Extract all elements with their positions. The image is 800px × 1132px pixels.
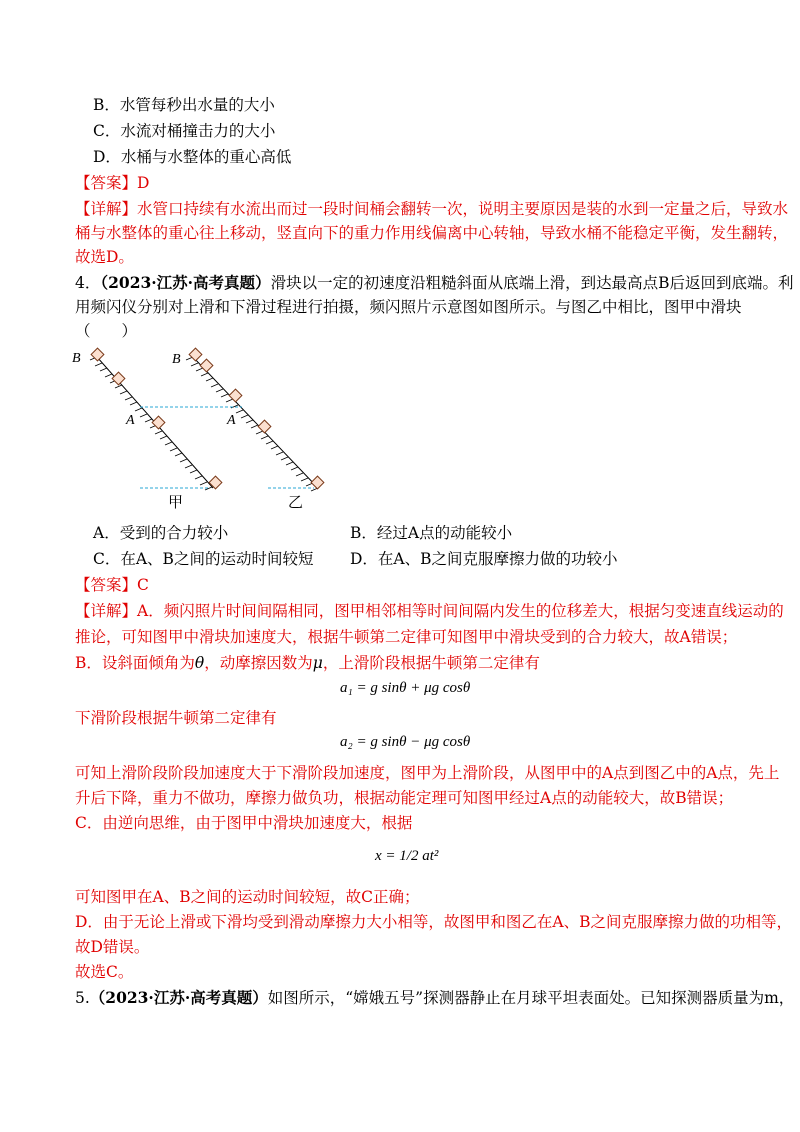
- equation-x: x = 1/2 at²: [375, 848, 439, 864]
- q5-source: （2023·江苏·高考真题）: [89, 988, 268, 1007]
- q4-detail-b2: 下滑阶段根据牛顿第二定律有: [75, 709, 277, 727]
- q4-detail-b1-post: ，上滑阶段根据牛顿第二定律有: [322, 654, 540, 672]
- slider-yi-2: [200, 359, 213, 372]
- q4-detail-b1: [75, 653, 540, 673]
- label-a-jia: A: [126, 413, 135, 428]
- q3-option-d: D．水桶与水整体的重心高低: [93, 148, 292, 166]
- q4-conclusion: 故选C。: [75, 963, 134, 981]
- q4-detail-a2: 推论，可知图甲中滑块加速度大，根据牛顿第二定律可知图甲中滑块受到的合力较大，故A错误；: [75, 628, 738, 646]
- q3-option-b: B．水管每秒出水量的大小: [93, 96, 275, 114]
- q5-number: 5.: [75, 989, 90, 1007]
- q4-number: 4．: [75, 274, 101, 292]
- label-jia: 甲: [168, 495, 184, 510]
- q4-detail-d1: D．由于无论上滑或下滑均受到滑动摩擦力大小相等，故图甲和图乙在A、B之间克服摩擦力做的功相等，: [75, 913, 793, 931]
- theta-symbol: θ: [194, 654, 205, 672]
- slider-jia-3: [152, 416, 165, 429]
- q5-stem-text: 如图所示，“嫦娥五号”探测器静止在月球平坦表面处。已知探测器质量为m，: [267, 989, 795, 1007]
- slider-jia-4: [209, 476, 222, 489]
- incline-figure: [70, 340, 340, 510]
- label-b-jia: B: [72, 351, 81, 366]
- q3-option-c: C．水流对桶撞击力的大小: [93, 122, 276, 140]
- q4-stem-line2: 用频闪仪分别对上滑和下滑过程进行拍摄，频闪照片示意图如图所示。与图乙中相比，图甲中滑块: [75, 298, 742, 316]
- q4-detail-a1: 【详解】A．频闪照片时间间隔相同，图甲相邻相等时间间隔内发生的位移差大，根据匀变速直线运动的: [75, 602, 784, 620]
- equation-a1: a₁ = g sinθ + μg cosθ: [340, 680, 471, 696]
- equation-a2: a₂ = g sinθ − μg cosθ: [340, 734, 471, 750]
- q4-option-c: C．在A、B之间的运动时间较短: [93, 550, 314, 568]
- q4-detail-b3: 可知上滑阶段阶段加速度大于下滑阶段加速度，图甲为上滑阶段，从图甲中的A点到图乙中的A点，先上: [75, 764, 780, 782]
- q4-stem-text1: 滑块以一定的初速度沿粗糙斜面从底端上滑，到达最高点B后返回到底端。利: [270, 274, 794, 292]
- q5-stem: [75, 988, 794, 1008]
- q4-detail-b4: 升后下降，重力不做功，摩擦力做负功，根据动能定理可知图甲经过A点的动能较大，故B错误；: [75, 789, 734, 807]
- q4-answer: 【答案】C: [75, 576, 149, 594]
- q3-detail-line3: 故选D。: [75, 248, 134, 266]
- q4-detail-b1-mid: ，动摩擦因数为: [204, 654, 313, 672]
- q3-answer: 【答案】D: [75, 174, 150, 192]
- slider-yi-5: [311, 476, 324, 489]
- q4-detail-d2: 故D错误。: [75, 938, 150, 956]
- q3-detail-line2: 桶与水整体的重心往上移动，竖直向下的重力作用线偏离中心转轴，导致水桶不能稳定平衡，发生翻转，: [75, 224, 789, 242]
- q4-detail-c1: C．由逆向思维，由于图甲中滑块加速度大，根据: [75, 814, 413, 832]
- label-yi: 乙: [288, 495, 304, 510]
- q4-detail-b1-pre: B．设斜面倾角为: [75, 654, 195, 672]
- incline-yi: [186, 348, 324, 491]
- q4-option-a: A．受到的合力较小: [93, 524, 229, 542]
- q4-option-b: B．经过A点的动能较小: [350, 524, 513, 542]
- q4-source: （2023·江苏·高考真题）: [100, 273, 271, 292]
- label-b-yi: B: [172, 352, 181, 367]
- label-a-yi: A: [227, 413, 236, 428]
- q3-detail-line1: 【详解】水管口持续有水流出而过一段时间桶会翻转一次，说明主要原因是装的水到一定量之后，导致水: [75, 200, 789, 218]
- slider-yi-1: [189, 348, 202, 361]
- q4-option-d: D．在A、B之间克服摩擦力做的功较小: [350, 550, 618, 568]
- slider-jia-2: [112, 372, 125, 385]
- slider-yi-4: [258, 420, 271, 433]
- mu-symbol: μ: [312, 654, 323, 672]
- q4-blank: （ ）: [75, 322, 138, 340]
- q4-detail-c2: 可知图甲在A、B之间的运动时间较短，故C正确；: [75, 888, 420, 906]
- q4-stem-line1: [75, 273, 793, 293]
- incline-jia: [90, 348, 222, 490]
